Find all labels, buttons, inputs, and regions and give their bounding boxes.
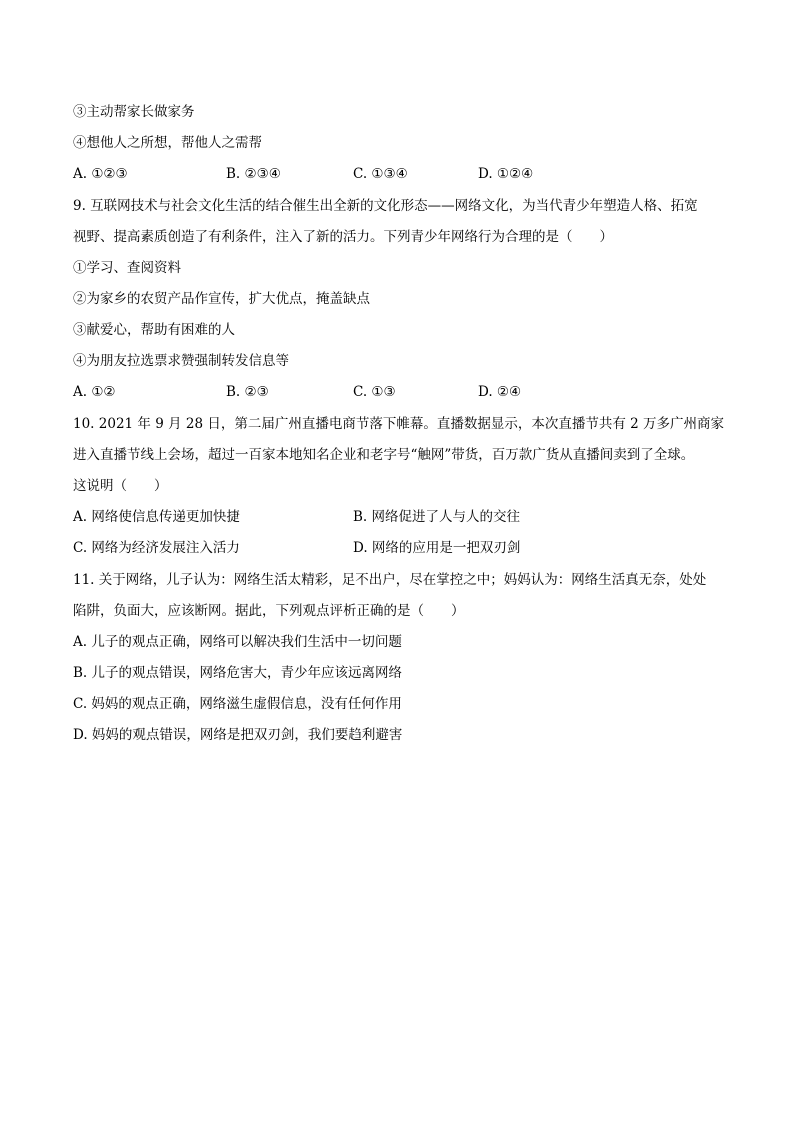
q8-option-b: B. ②③④ bbox=[226, 166, 281, 182]
q8-options bbox=[73, 164, 733, 184]
q10-options-row-1 bbox=[73, 507, 733, 527]
q10-option-a: A. 网络使信息传递更加快捷 bbox=[73, 509, 240, 525]
q10-option-d: D. 网络的应用是一把双刃剑 bbox=[353, 540, 521, 556]
q11-option-d: D. 妈妈的观点错误，网络是把双刃剑，我们要趋利避害 bbox=[73, 727, 403, 743]
q9-option-d: D. ②④ bbox=[478, 384, 522, 400]
q9-option-c: C. ①③ bbox=[353, 384, 396, 400]
q9-item-1: ①学习、查阅资料 bbox=[73, 260, 181, 276]
q11-stem-line-2: 陷阱，负面大，应该断网。据此，下列观点评析正确的是（ ） bbox=[73, 603, 465, 619]
q10-stem-line-2: 进入直播节线上会场，超过一百家本地知名企业和老字号“触网”带货，百万款广货从直播间卖到了全球。 bbox=[73, 447, 695, 463]
q10-stem-line-3: 这说明（ ） bbox=[73, 478, 168, 494]
q8-option-c: C. ①③④ bbox=[353, 166, 408, 182]
q10-option-b: B. 网络促进了人与人的交往 bbox=[353, 509, 521, 525]
q10-option-c: C. 网络为经济发展注入活力 bbox=[73, 540, 240, 556]
q9-item-4: ④为朋友拉选票求赞强制转发信息等 bbox=[73, 353, 289, 369]
q8-item-3: ③主动帮家长做家务 bbox=[73, 104, 195, 120]
q8-option-a: A. ①②③ bbox=[73, 166, 128, 182]
q10-stem-line-1: 10. 2021 年 9 月 28 日，第二届广州直播电商节落下帷幕。直播数据显示，本次直播节共有 2 万多广州商家 bbox=[73, 416, 725, 432]
q9-item-2: ②为家乡的农贸产品作宣传，扩大优点，掩盖缺点 bbox=[73, 291, 370, 307]
q9-stem-line-2: 视野、提高素质创造了有利条件，注入了新的活力。下列青少年网络行为合理的是（ ） bbox=[73, 229, 613, 245]
q11-stem-line-1: 11. 关于网络，儿子认为：网络生活太精彩，足不出户，尽在掌控之中；妈妈认为：网络生活真无奈，处处 bbox=[73, 572, 707, 588]
q8-item-4: ④想他人之所想，帮他人之需帮 bbox=[73, 135, 262, 151]
q9-options bbox=[73, 382, 733, 402]
q11-option-b: B. 儿子的观点错误，网络危害大，青少年应该远离网络 bbox=[73, 665, 403, 681]
q8-option-d: D. ①②④ bbox=[478, 166, 534, 182]
q11-option-c: C. 妈妈的观点正确，网络滋生虚假信息，没有任何作用 bbox=[73, 696, 402, 712]
q10-options-row-2 bbox=[73, 538, 733, 558]
q9-option-a: A. ①② bbox=[73, 384, 116, 400]
q11-option-a: A. 儿子的观点正确，网络可以解决我们生活中一切问题 bbox=[73, 634, 402, 650]
q9-option-b: B. ②③ bbox=[226, 384, 269, 400]
q9-item-3: ③献爱心，帮助有困难的人 bbox=[73, 322, 235, 338]
q9-stem-line-1: 9. 互联网技术与社会文化生活的结合催生出全新的文化形态——网络文化，为当代青少年塑造人格、拓宽 bbox=[73, 198, 698, 214]
